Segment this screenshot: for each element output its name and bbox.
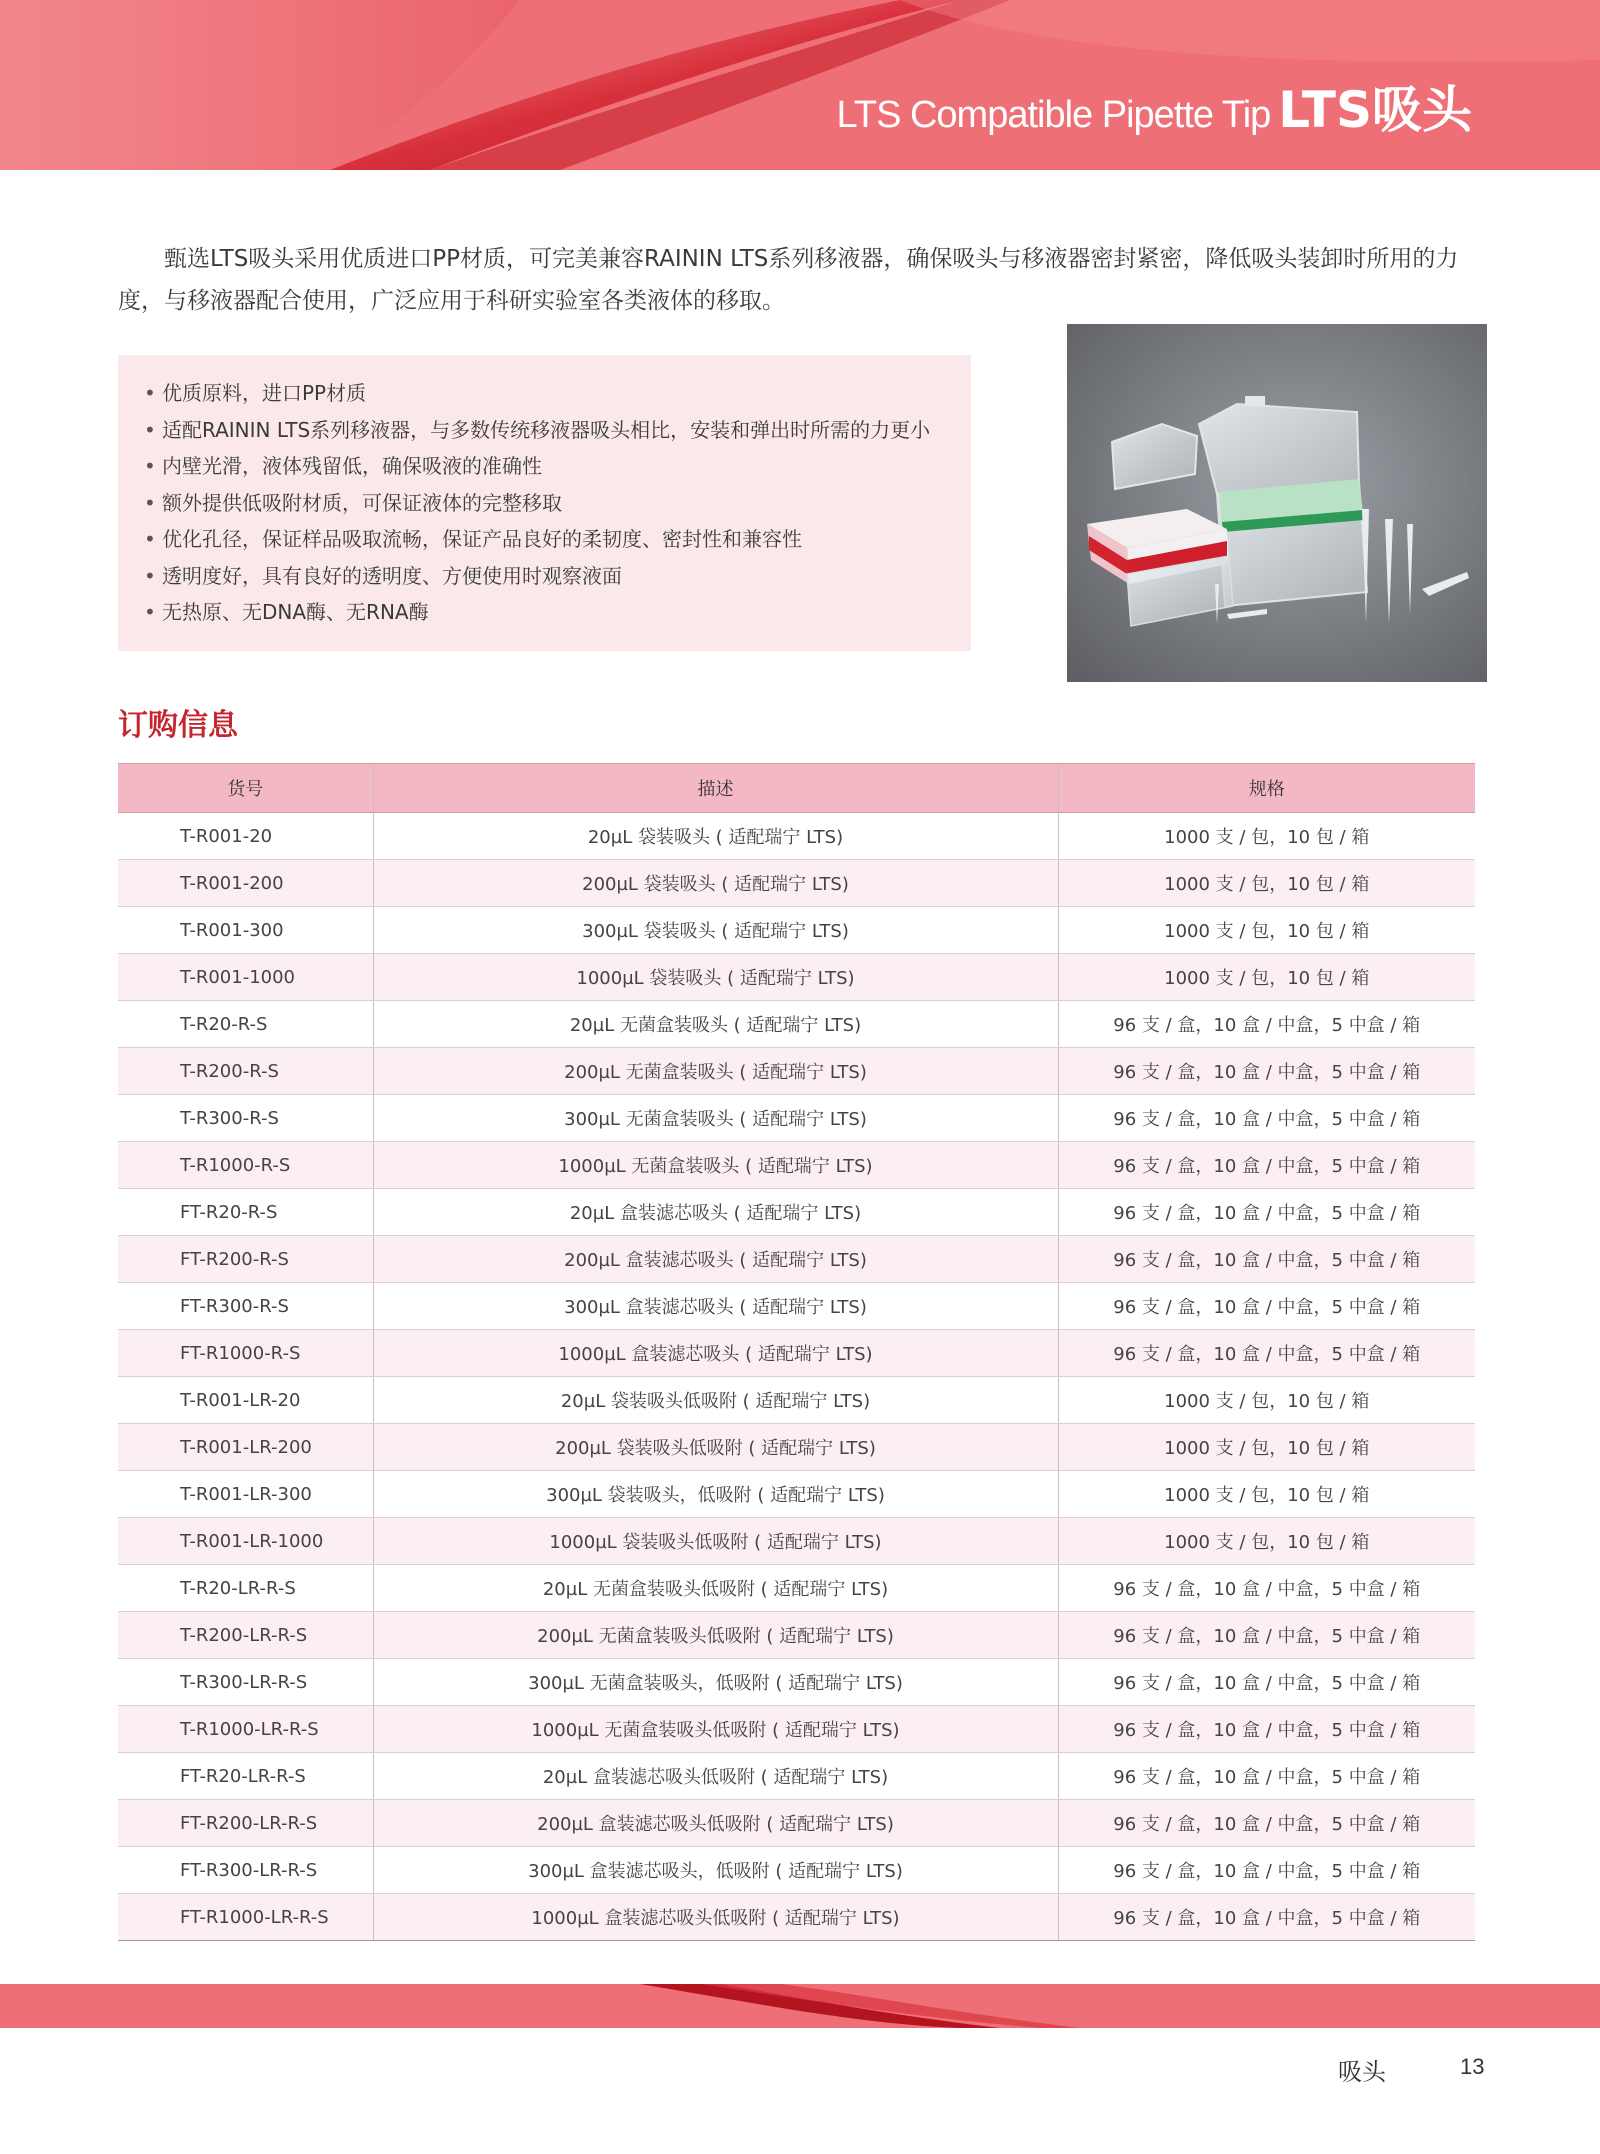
table-header-row: [118, 764, 1475, 813]
bullet: •: [144, 381, 156, 405]
header-title: [837, 70, 1472, 142]
cell-description: 300µL 袋装吸头 ( 适配瑞宁 LTS): [373, 907, 1058, 954]
feature-item: • 透明度好，具有良好的透明度、方便使用时观察液面: [144, 558, 971, 595]
header-title-en: LTS Compatible Pipette Tip: [836, 94, 1271, 136]
table-row: [118, 954, 1475, 1001]
cell-sku: T-R001-1000: [118, 954, 373, 1001]
cell-sku: T-R20-LR-R-S: [118, 1565, 373, 1612]
feature-item: • 内壁光滑，液体残留低，确保吸液的准确性: [144, 448, 971, 485]
cell-spec: 1000 支 / 包，10 包 / 箱: [1058, 1471, 1475, 1518]
cell-spec: 96 支 / 盒，10 盒 / 中盒，5 中盒 / 箱: [1058, 1847, 1475, 1894]
cell-spec: 96 支 / 盒，10 盒 / 中盒，5 中盒 / 箱: [1058, 1283, 1475, 1330]
header-banner: [0, 0, 1600, 170]
cell-sku: T-R001-LR-1000: [118, 1518, 373, 1565]
column-header-description: 描述: [373, 764, 1058, 813]
cell-spec: 96 支 / 盒，10 盒 / 中盒，5 中盒 / 箱: [1058, 1189, 1475, 1236]
table-body: [118, 813, 1475, 1941]
cell-sku: T-R1000-LR-R-S: [118, 1706, 373, 1753]
cell-description: 1000µL 盒装滤芯吸头低吸附 ( 适配瑞宁 LTS): [373, 1894, 1058, 1941]
table-row: [118, 1001, 1475, 1048]
cell-sku: FT-R1000-LR-R-S: [118, 1894, 373, 1941]
cell-description: 300µL 无菌盒装吸头，低吸附 ( 适配瑞宁 LTS): [373, 1659, 1058, 1706]
feature-list: [144, 375, 971, 631]
cell-sku: T-R001-20: [118, 813, 373, 860]
cell-description: 20µL 袋装吸头 ( 适配瑞宁 LTS): [373, 813, 1058, 860]
cell-description: 300µL 无菌盒装吸头 ( 适配瑞宁 LTS): [373, 1095, 1058, 1142]
cell-spec: 1000 支 / 包，10 包 / 箱: [1058, 1377, 1475, 1424]
cell-spec: 1000 支 / 包，10 包 / 箱: [1058, 860, 1475, 907]
cell-sku: FT-R1000-R-S: [118, 1330, 373, 1377]
bullet: •: [144, 563, 156, 588]
table-row: [118, 1048, 1475, 1095]
cell-description: 200µL 盒装滤芯吸头 ( 适配瑞宁 LTS): [373, 1236, 1058, 1283]
cell-spec: 96 支 / 盒，10 盒 / 中盒，5 中盒 / 箱: [1058, 1894, 1475, 1941]
pipette-tip-box-illustration: [1067, 324, 1487, 682]
cell-sku: FT-R300-R-S: [118, 1283, 373, 1330]
table-row: [118, 1565, 1475, 1612]
header-title-cn: LTS吸头: [1278, 81, 1472, 139]
cell-sku: FT-R20-LR-R-S: [118, 1753, 373, 1800]
table-row: [118, 1095, 1475, 1142]
cell-sku: T-R001-LR-300: [118, 1471, 373, 1518]
table-row: [118, 1377, 1475, 1424]
table-row: [118, 813, 1475, 860]
table-row: [118, 1236, 1475, 1283]
cell-description: 200µL 袋装吸头低吸附 ( 适配瑞宁 LTS): [373, 1424, 1058, 1471]
product-photo: [1067, 324, 1487, 682]
cell-spec: 96 支 / 盒，10 盒 / 中盒，5 中盒 / 箱: [1058, 1048, 1475, 1095]
section-title-ordering: 订购信息: [118, 708, 238, 743]
cell-description: 1000µL 无菌盒装吸头 ( 适配瑞宁 LTS): [373, 1142, 1058, 1189]
features-box: [118, 355, 971, 651]
cell-spec: 1000 支 / 包，10 包 / 箱: [1058, 813, 1475, 860]
ordering-table: [118, 763, 1475, 1941]
bullet: •: [144, 490, 156, 515]
cell-description: 300µL 袋装吸头，低吸附 ( 适配瑞宁 LTS): [373, 1471, 1058, 1518]
feature-item: • 额外提供低吸附材质，可保证液体的完整移取: [144, 485, 971, 522]
cell-sku: T-R1000-R-S: [118, 1142, 373, 1189]
cell-spec: 96 支 / 盒，10 盒 / 中盒，5 中盒 / 箱: [1058, 1236, 1475, 1283]
cell-spec: 96 支 / 盒，10 盒 / 中盒，5 中盒 / 箱: [1058, 1659, 1475, 1706]
cell-spec: 96 支 / 盒，10 盒 / 中盒，5 中盒 / 箱: [1058, 1612, 1475, 1659]
table-row: [118, 1894, 1475, 1941]
cell-description: 200µL 无菌盒装吸头 ( 适配瑞宁 LTS): [373, 1048, 1058, 1095]
cell-sku: T-R200-R-S: [118, 1048, 373, 1095]
table-row: [118, 1847, 1475, 1894]
cell-sku: T-R300-R-S: [118, 1095, 373, 1142]
cell-sku: T-R20-R-S: [118, 1001, 373, 1048]
cell-spec: 96 支 / 盒，10 盒 / 中盒，5 中盒 / 箱: [1058, 1753, 1475, 1800]
cell-spec: 96 支 / 盒，10 盒 / 中盒，5 中盒 / 箱: [1058, 1330, 1475, 1377]
ordering-table-wrapper: [118, 763, 1475, 1941]
cell-spec: 96 支 / 盒，10 盒 / 中盒，5 中盒 / 箱: [1058, 1800, 1475, 1847]
footer-section-label: 吸头: [1338, 2058, 1386, 2086]
cell-spec: 96 支 / 盒，10 盒 / 中盒，5 中盒 / 箱: [1058, 1565, 1475, 1612]
footer-banner: [0, 1984, 1600, 2028]
table-row: [118, 907, 1475, 954]
table-row: [118, 1659, 1475, 1706]
cell-sku: T-R001-LR-20: [118, 1377, 373, 1424]
feature-item: • 优化孔径，保证样品吸取流畅，保证产品良好的柔韧度、密封性和兼容性: [144, 521, 971, 558]
cell-description: 1000µL 盒装滤芯吸头 ( 适配瑞宁 LTS): [373, 1330, 1058, 1377]
table-row: [118, 1753, 1475, 1800]
cell-description: 20µL 盒装滤芯吸头 ( 适配瑞宁 LTS): [373, 1189, 1058, 1236]
cell-spec: 1000 支 / 包，10 包 / 箱: [1058, 954, 1475, 1001]
cell-description: 200µL 袋装吸头 ( 适配瑞宁 LTS): [373, 860, 1058, 907]
cell-description: 1000µL 无菌盒装吸头低吸附 ( 适配瑞宁 LTS): [373, 1706, 1058, 1753]
feature-item: • 优质原料，进口PP材质: [144, 375, 971, 412]
cell-description: 300µL 盒装滤芯吸头 ( 适配瑞宁 LTS): [373, 1283, 1058, 1330]
table-row: [118, 1142, 1475, 1189]
cell-description: 300µL 盒装滤芯吸头，低吸附 ( 适配瑞宁 LTS): [373, 1847, 1058, 1894]
cell-spec: 1000 支 / 包，10 包 / 箱: [1058, 907, 1475, 954]
cell-description: 20µL 无菌盒装吸头低吸附 ( 适配瑞宁 LTS): [373, 1565, 1058, 1612]
table-row: [118, 1424, 1475, 1471]
table-row: [118, 1189, 1475, 1236]
cell-sku: T-R001-300: [118, 907, 373, 954]
feature-item: • 无热原、无DNA酶、无RNA酶: [144, 594, 971, 631]
cell-spec: 96 支 / 盒，10 盒 / 中盒，5 中盒 / 箱: [1058, 1001, 1475, 1048]
cell-sku: T-R200-LR-R-S: [118, 1612, 373, 1659]
cell-description: 200µL 盒装滤芯吸头低吸附 ( 适配瑞宁 LTS): [373, 1800, 1058, 1847]
table-row: [118, 1283, 1475, 1330]
table-row: [118, 860, 1475, 907]
cell-spec: 96 支 / 盒，10 盒 / 中盒，5 中盒 / 箱: [1058, 1142, 1475, 1189]
cell-sku: FT-R200-LR-R-S: [118, 1800, 373, 1847]
cell-sku: T-R001-200: [118, 860, 373, 907]
cell-sku: FT-R20-R-S: [118, 1189, 373, 1236]
table-row: [118, 1330, 1475, 1377]
cell-spec: 96 支 / 盒，10 盒 / 中盒，5 中盒 / 箱: [1058, 1706, 1475, 1753]
bullet: •: [144, 600, 156, 624]
table-row: [118, 1518, 1475, 1565]
cell-description: 20µL 盒装滤芯吸头低吸附 ( 适配瑞宁 LTS): [373, 1753, 1058, 1800]
cell-spec: 96 支 / 盒，10 盒 / 中盒，5 中盒 / 箱: [1058, 1095, 1475, 1142]
bullet: •: [144, 454, 156, 478]
cell-spec: 1000 支 / 包，10 包 / 箱: [1058, 1424, 1475, 1471]
feature-item: • 适配RAININ LTS系列移液器，与多数传统移液器吸头相比，安装和弹出时所需的力更小: [144, 412, 971, 449]
cell-spec: 1000 支 / 包，10 包 / 箱: [1058, 1518, 1475, 1565]
footer-ribbon-decoration: [0, 1984, 1600, 2028]
cell-sku: T-R300-LR-R-S: [118, 1659, 373, 1706]
cell-description: 20µL 无菌盒装吸头 ( 适配瑞宁 LTS): [373, 1001, 1058, 1048]
page-number: 13: [1460, 2054, 1485, 2079]
cell-description: 20µL 袋装吸头低吸附 ( 适配瑞宁 LTS): [373, 1377, 1058, 1424]
column-header-spec: 规格: [1058, 764, 1475, 813]
table-row: [118, 1706, 1475, 1753]
table-row: [118, 1800, 1475, 1847]
cell-sku: FT-R200-R-S: [118, 1236, 373, 1283]
bullet: •: [144, 417, 156, 442]
table-row: [118, 1471, 1475, 1518]
cell-description: 1000µL 袋装吸头 ( 适配瑞宁 LTS): [373, 954, 1058, 1001]
cell-description: 200µL 无菌盒装吸头低吸附 ( 适配瑞宁 LTS): [373, 1612, 1058, 1659]
column-header-sku: 货号: [118, 764, 373, 813]
cell-sku: T-R001-LR-200: [118, 1424, 373, 1471]
table-row: [118, 1612, 1475, 1659]
bullet: •: [144, 527, 156, 551]
cell-description: 1000µL 袋装吸头低吸附 ( 适配瑞宁 LTS): [373, 1518, 1058, 1565]
cell-sku: FT-R300-LR-R-S: [118, 1847, 373, 1894]
intro-paragraph: 甄选LTS吸头采用优质进口PP材质，可完美兼容RAININ LTS系列移液器，确保吸头与移液器密封紧密，降低吸头装卸时所用的力度，与移液器配合使用，广泛应用于科研实验室各类液体的移取。: [118, 246, 1459, 314]
